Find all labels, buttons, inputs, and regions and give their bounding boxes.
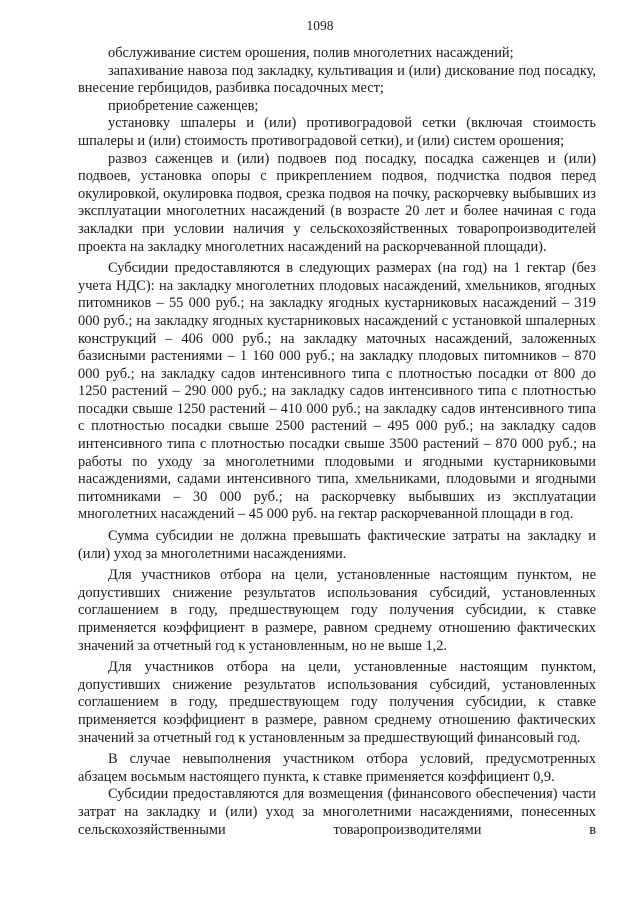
paragraph-coefficient-increase: Для участников отбора на цели, установленные настоящим пунктом, не допустивших снижение результатов использования субсидий, установленных соглашением в году, предшествующем году получения субсидии, к ставке применяется коэффициент в размере, равном среднему отношению фактических значений за отчетный год к установленным, но не выше 1,2.	[78, 567, 596, 654]
paragraph-subsidy-rates: Субсидии предоставляются в следующих размерах (на год) на 1 гектар (без учета НДС): на закладку многолетних плодовых насаждений, хмельников, ягодных питомников – 55 000 руб.; на закладку ягодных кустарниковых насаждений – 319 000 руб.; на закладку ягодных кустарниковых насаждений с установкой шпалерных конструкций – 406 000 руб.; на закладку маточных насаждений, заложенных базисными растениями – 1 160 000 руб.; на закладку плодовых питомников – 870 000 руб.; на закладку садов интенсивного типа с плотностью посадки от 800 до 1250 растений – 290 000 руб.; на закладку садов интенсивного типа с плотностью посадки свыше 1250 растений – 410 000 руб.; на закладку садов интенсивного типа с плотностью посадки свыше 2500 растений – 495 000 руб.; на закладку садов интенсивного типа с плотностью посадки свыше 3500 растений – 870 000 руб.; на работы по уходу за многолетними плодовыми и ягодными кустарниковыми насаждениями, садами интенсивного типа, хмельниками, плодовыми и ягодными питомниками – 30 000 руб.; на раскорчевку выбывших из эксплуатации многолетних насаждений – 45 000 руб. на гектар раскорчеванной площади в год.	[78, 260, 596, 523]
paragraph-coefficient-decrease: Для участников отбора на цели, установленные настоящим пунктом, допустивших снижение результатов использования субсидий, установленных соглашением в году, предшествующем году получения субсидии, к ставке применяется коэффициент в размере, равном среднему отношению фактических значений за отчетный год к установленным за предшествующий финансовый год.	[78, 659, 596, 746]
paragraph-reimbursement: Субсидии предоставляются для возмещения (финансового обеспечения) части затрат на закладку и (или) уход за многолетними насаждениями, понесенных сельскохозяйственными товаропроизводителями в	[78, 786, 596, 838]
paragraph-irrigation: обслуживание систем орошения, полив многолетних насаждений;	[108, 45, 514, 61]
paragraph-subsidy-limit: Сумма субсидии не должна превышать фактические затраты на закладку и (или) уход за многолетними насаждениями.	[78, 528, 596, 562]
document-body	[78, 45, 596, 839]
page-number: 1098	[306, 18, 334, 33]
paragraph-trellis: установку шпалеры и (или) противоградовой сетки (включая стоимость шпалеры и (или) стоимость противоградовой сетки), и (или) систем орошения;	[78, 115, 596, 149]
paragraph-non-compliance: В случае невыполнения участником отбора условий, предусмотренных абзацем восьмым настоящего пункта, к ставке применяется коэффициент 0,9.	[78, 751, 596, 785]
paragraph-planting: развоз саженцев и (или) подвоев под посадку, посадка саженцев и (или) подвоев, установка опоры с прикреплением подвоя, подчистка подвоя перед окулировкой, окулировка подвоя, срезка подвоя на почку, раскорчевку выбывших из эксплуатации многолетних насаждений (в возрасте 20 лет и более начиная с года закладки при условии наличия у сельскохозяйственных товаропроизводителей проекта на закладку многолетних насаждений на раскорчеванной площади).	[78, 150, 596, 255]
paragraph-ploughing: запахивание навоза под закладку, культивация и (или) дискование под посадку, внесение гербицидов, разбивка посадочных мест;	[78, 62, 596, 97]
paragraph-seedlings: приобретение саженцев;	[108, 97, 259, 114]
